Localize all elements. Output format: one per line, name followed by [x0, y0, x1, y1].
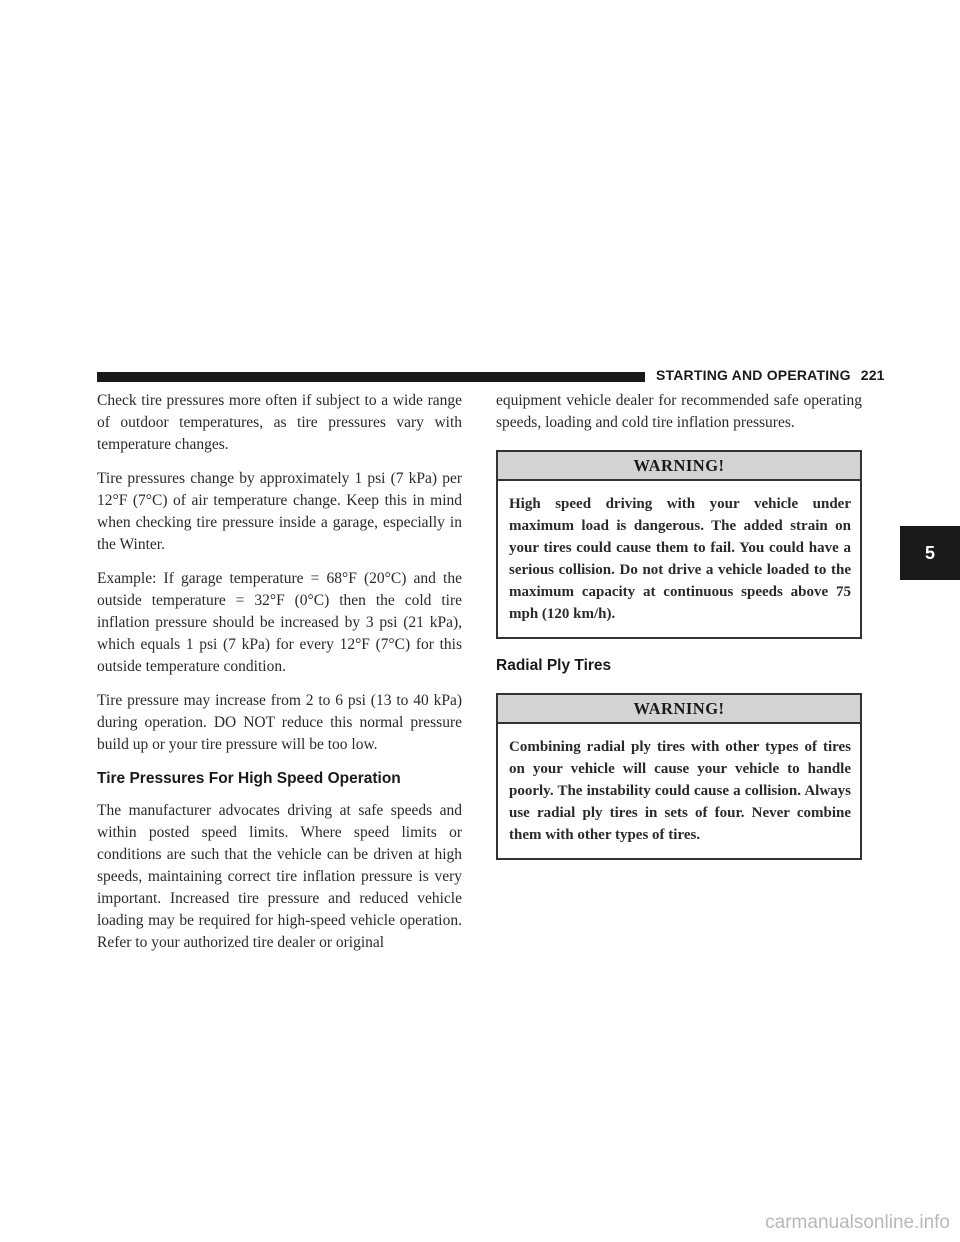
- warning-title: WARNING!: [498, 452, 860, 481]
- paragraph: Example: If garage temperature = 68°F (20°C) and the outside temperature = 32°F (0°C) then the cold tire inflation pressure should be increased by 3 psi (21 kPa), which equals 1 psi (7 kPa) for every 12°F (7°C) for this outside temperature condition.: [97, 570, 462, 675]
- section-heading: Tire Pressures For High Speed Operation: [97, 770, 401, 787]
- running-header: [656, 367, 885, 383]
- warning-box: [496, 693, 862, 860]
- watermark: carmanualsonline.info: [765, 1212, 950, 1233]
- page-number: 221: [860, 367, 885, 383]
- warning-title: WARNING!: [498, 695, 860, 724]
- warning-box: [496, 450, 862, 639]
- section-title: STARTING AND OPERATING: [656, 367, 851, 383]
- warning-text: Combining radial ply tires with other types of tires on your vehicle will cause your vehicle to handle poorly. The instability could cause a collision. Always use radial ply tires in sets of four. Never combine them with other types of tires.: [509, 739, 851, 843]
- header-rule: [97, 372, 645, 382]
- paragraph: Tire pressures change by approximately 1 psi (7 kPa) per 12°F (7°C) of air temperature change. Keep this in mind when checking tire pressure inside a garage, especially in the Winter.: [97, 470, 462, 553]
- paragraph: Tire pressure may increase from 2 to 6 psi (13 to 40 kPa) during operation. DO NOT reduce this normal pressure build up or your tire pressure will be too low.: [97, 692, 462, 753]
- paragraph: equipment vehicle dealer for recommended safe operating speeds, loading and cold tire inflation pressures.: [496, 392, 862, 431]
- left-column: [97, 390, 462, 966]
- paragraph: The manufacturer advocates driving at safe speeds and within posted speed limits. Where speed limits or conditions are such that the vehicle can be driven at high speeds, maintaining correct tire inflation pressure is very important. Increased tire pressure and reduced vehicle loading may be required for high-speed vehicle operation. Refer to your authorized tire dealer or original: [97, 802, 462, 951]
- right-column: [496, 390, 862, 876]
- section-heading: Radial Ply Tires: [496, 657, 612, 674]
- chapter-tab: 5: [900, 526, 960, 580]
- warning-text: High speed driving with your vehicle under maximum load is dangerous. The added strain on your tires could cause them to fail. You could have a serious collision. Do not drive a vehicle loaded to the maximum capacity at continuous speeds above 75 mph (120 km/h).: [509, 496, 851, 622]
- paragraph: Check tire pressures more often if subject to a wide range of outdoor temperatures, as tire pressures vary with temperature changes.: [97, 392, 462, 453]
